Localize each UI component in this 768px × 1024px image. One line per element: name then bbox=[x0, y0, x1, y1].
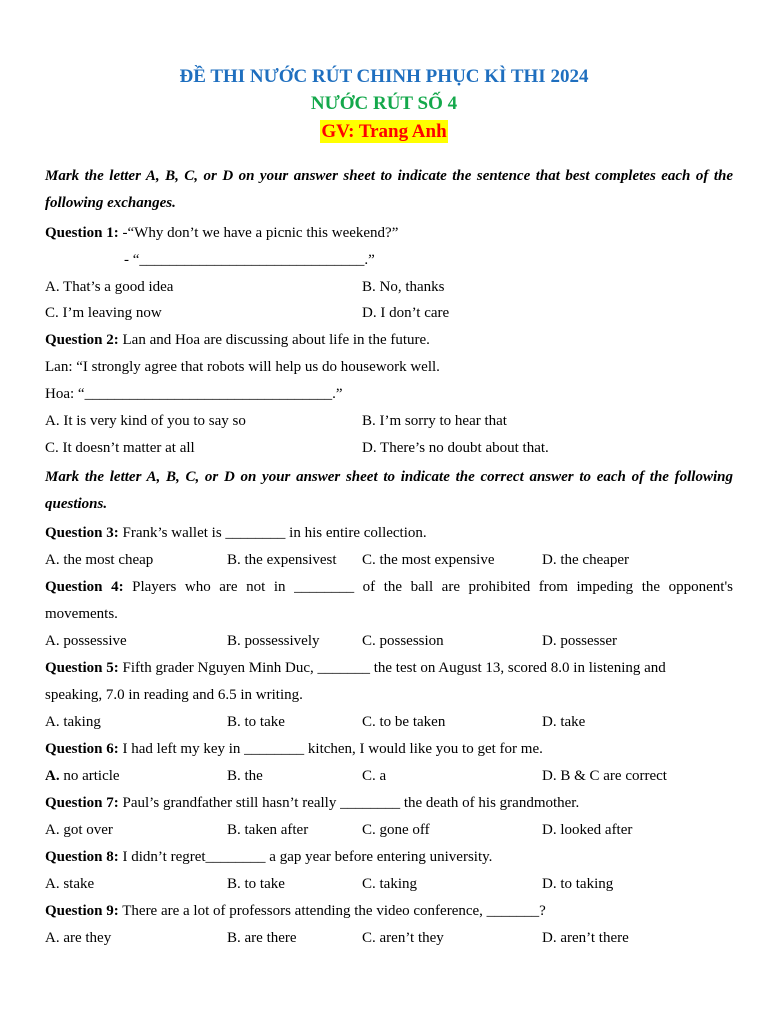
q2-option-d: D. There’s no doubt about that. bbox=[362, 440, 549, 456]
teacher-name: GV: Trang Anh bbox=[321, 121, 447, 142]
question-2-lan: Lan: “I strongly agree that robots will help us do housework well. bbox=[45, 359, 440, 375]
q9-option-c: C. aren’t they bbox=[362, 930, 444, 946]
q6-option-a-letter: A. bbox=[45, 768, 60, 784]
q8-option-d: D. to taking bbox=[542, 876, 614, 892]
q4-option-c: C. possession bbox=[362, 633, 444, 649]
question-1-text: -“Why don’t we have a picnic this weekend?” bbox=[118, 225, 399, 241]
q6-option-c: C. a bbox=[362, 768, 387, 784]
question-3 bbox=[45, 524, 733, 542]
exam-title: ĐỀ THI NƯỚC RÚT CHINH PHỤC KÌ THI 2024 bbox=[179, 66, 589, 87]
question-4 bbox=[45, 578, 733, 596]
question-8 bbox=[45, 848, 733, 866]
question-7-label: Question 7: bbox=[45, 795, 119, 811]
q8-option-b: B. to take bbox=[227, 876, 285, 892]
question-1 bbox=[45, 224, 733, 242]
question-1-label: Question 1: bbox=[45, 225, 119, 241]
question-1-reply: - “______________________________.” bbox=[124, 252, 375, 268]
q5-option-b: B. to take bbox=[227, 714, 285, 730]
q2-option-b: B. I’m sorry to hear that bbox=[362, 413, 507, 429]
q7-option-d: D. looked after bbox=[542, 822, 633, 838]
q6-option-a-text: no article bbox=[59, 768, 120, 784]
question-2-hoa: Hoa: “_________________________________.” bbox=[45, 386, 343, 402]
question-4-text-cont: movements. bbox=[45, 606, 118, 622]
question-5-text: Fifth grader Nguyen Minh Duc, _______ the test on August 13, scored 8.0 in listening and bbox=[118, 660, 666, 676]
q5-option-d: D. take bbox=[542, 714, 586, 730]
q1-option-c: C. I’m leaving now bbox=[45, 305, 162, 321]
q7-option-c: C. gone off bbox=[362, 822, 430, 838]
question-3-text: Frank’s wallet is ________ in his entire collection. bbox=[118, 525, 427, 541]
instruction-part1-line2: following exchanges. bbox=[45, 195, 176, 211]
q1-option-d: D. I don’t care bbox=[362, 305, 450, 321]
q5-option-c: C. to be taken bbox=[362, 714, 446, 730]
question-4-text: Players who are not in ________ of the ball are prohibited from impeding the opponent's bbox=[123, 579, 733, 595]
q2-option-c: C. It doesn’t matter at all bbox=[45, 440, 195, 456]
q2-option-a: A. It is very kind of you to say so bbox=[45, 413, 246, 429]
q3-option-d: D. the cheaper bbox=[542, 552, 630, 568]
question-9-text: There are a lot of professors attending the video conference, _______? bbox=[118, 903, 546, 919]
q4-option-b: B. possessively bbox=[227, 633, 320, 649]
question-5-text-cont: speaking, 7.0 in reading and 6.5 in writing. bbox=[45, 687, 303, 703]
instruction-part2-line2: questions. bbox=[45, 496, 108, 512]
question-5-label: Question 5: bbox=[45, 660, 119, 676]
question-9-label: Question 9: bbox=[45, 903, 119, 919]
q4-option-a: A. possessive bbox=[45, 633, 127, 649]
q8-option-c: C. taking bbox=[362, 876, 417, 892]
q1-option-b: B. No, thanks bbox=[362, 279, 445, 295]
question-4-label: Question 4: bbox=[45, 579, 124, 595]
instruction-part2-line1: Mark the letter A, B, C, or D on your answer sheet to indicate the correct answer to each of the following bbox=[45, 469, 733, 485]
q8-option-a: A. stake bbox=[45, 876, 95, 892]
q9-option-d: D. aren’t there bbox=[542, 930, 629, 946]
q4-option-d: D. possesser bbox=[542, 633, 617, 649]
q6-option-a bbox=[45, 767, 120, 785]
question-2 bbox=[45, 331, 733, 349]
exam-subtitle: NƯỚC RÚT SỐ 4 bbox=[310, 93, 458, 114]
question-7 bbox=[45, 794, 733, 812]
q1-option-a: A. That’s a good idea bbox=[45, 279, 174, 295]
q3-option-a: A. the most cheap bbox=[45, 552, 154, 568]
question-6-label: Question 6: bbox=[45, 741, 119, 757]
q7-option-a: A. got over bbox=[45, 822, 113, 838]
instruction-part1-line1: Mark the letter A, B, C, or D on your answer sheet to indicate the sentence that best completes each of the bbox=[45, 168, 733, 184]
q9-option-a: A. are they bbox=[45, 930, 112, 946]
question-5 bbox=[45, 659, 733, 677]
q3-option-c: C. the most expensive bbox=[362, 552, 495, 568]
question-7-text: Paul’s grandfather still hasn’t really ________ the death of his grandmother. bbox=[118, 795, 580, 811]
question-6 bbox=[45, 740, 733, 758]
q9-option-b: B. are there bbox=[227, 930, 297, 946]
question-2-text: Lan and Hoa are discussing about life in the future. bbox=[118, 332, 430, 348]
q6-option-b: B. the bbox=[227, 768, 263, 784]
question-6-text: I had left my key in ________ kitchen, I would like you to get for me. bbox=[118, 741, 543, 757]
question-8-label: Question 8: bbox=[45, 849, 119, 865]
question-8-text: I didn’t regret________ a gap year before entering university. bbox=[118, 849, 493, 865]
q3-option-b: B. the expensivest bbox=[227, 552, 337, 568]
question-3-label: Question 3: bbox=[45, 525, 119, 541]
q5-option-a: A. taking bbox=[45, 714, 101, 730]
question-2-label: Question 2: bbox=[45, 332, 119, 348]
teacher-wrap bbox=[0, 120, 768, 143]
q7-option-b: B. taken after bbox=[227, 822, 309, 838]
q6-option-d: D. B & C are correct bbox=[542, 768, 667, 784]
question-9 bbox=[45, 902, 733, 920]
